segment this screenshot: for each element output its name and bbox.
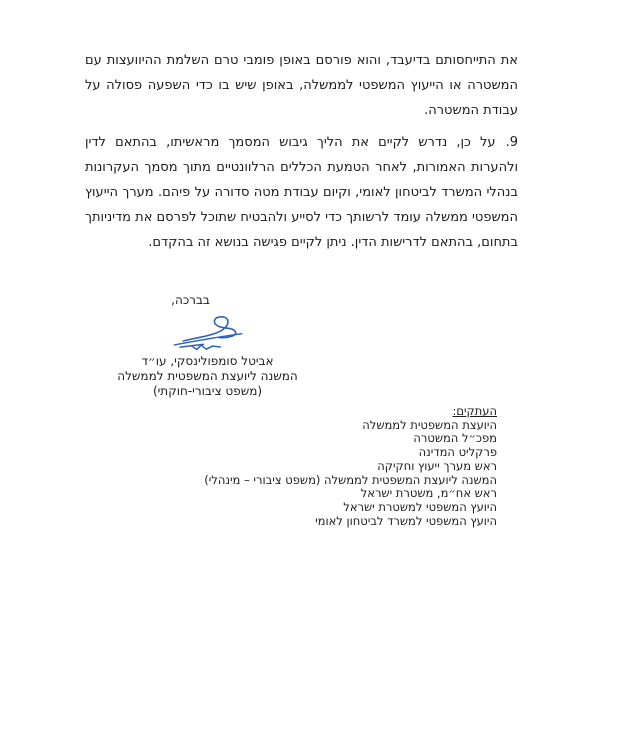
signer-name: אביטל סומפולינסקי, עו״ד — [141, 354, 274, 368]
body-text-block — [85, 48, 518, 255]
item-9-number: 9. — [505, 135, 518, 150]
copies-item: ראש מערך ייעוץ וחקיקה — [377, 458, 497, 473]
copies-item: היועצת המשפטית לממשלה — [362, 417, 497, 432]
signer-title: המשנה ליועצת המשפטית לממשלה — [117, 369, 298, 383]
copies-item: מפכ״ל המשטרה — [413, 431, 497, 446]
copies-item: היועץ המשפטי למשרד לביטחון לאומי — [315, 513, 497, 528]
copies-item: המשנה ליועצת המשפטית לממשלה (משפט ציבורי – מינהלי) — [204, 472, 497, 487]
handwritten-signature-icon — [170, 314, 246, 350]
numbered-item-9 — [85, 130, 518, 255]
item-9-text: על כן, נדרש לקיים את הליך גיבוש המסמך מראשיתו, בהתאם לדין ולהערות האמורות, לאחר הטמעת הכללים הרלוונטיים מתוך מסמך העקרונות בנהלי המשרד לביטחון לאומי, וקיום עבודת מטה סדורה על פיהם. מערך הייעוץ המשפטי ממשלה עומד לרשותך כדי לסייע ולהבטיח שתוכל לפרסם את מדיניותך בתחום, בהתאם לדרישות הדין. ניתן לקיים פגישה בנושא זה בהקדם. — [85, 135, 518, 250]
salutation: בברכה, — [171, 293, 210, 307]
copies-item: פרקליט המדינה — [418, 445, 497, 460]
copies-list — [204, 405, 497, 528]
copies-heading: העתקים: — [452, 404, 497, 418]
paragraph-continuation: את התייחסותם בדיעבד, והוא פורסם באופן פומבי טרם השלמת ההיוועצות עם המשטרה או הייעוץ המשפטי לממשלה, באופן שיש בו כדי השפעה פסולה על עבודת המשטרה. — [85, 53, 518, 118]
copies-item: ראש אח״מ, משטרת ישראל — [360, 486, 497, 501]
signer-department: (משפט ציבורי-חוקתי) — [152, 384, 263, 398]
copies-item: היועץ המשפטי למשטרת ישראל — [343, 499, 497, 514]
closing-block — [110, 293, 305, 399]
